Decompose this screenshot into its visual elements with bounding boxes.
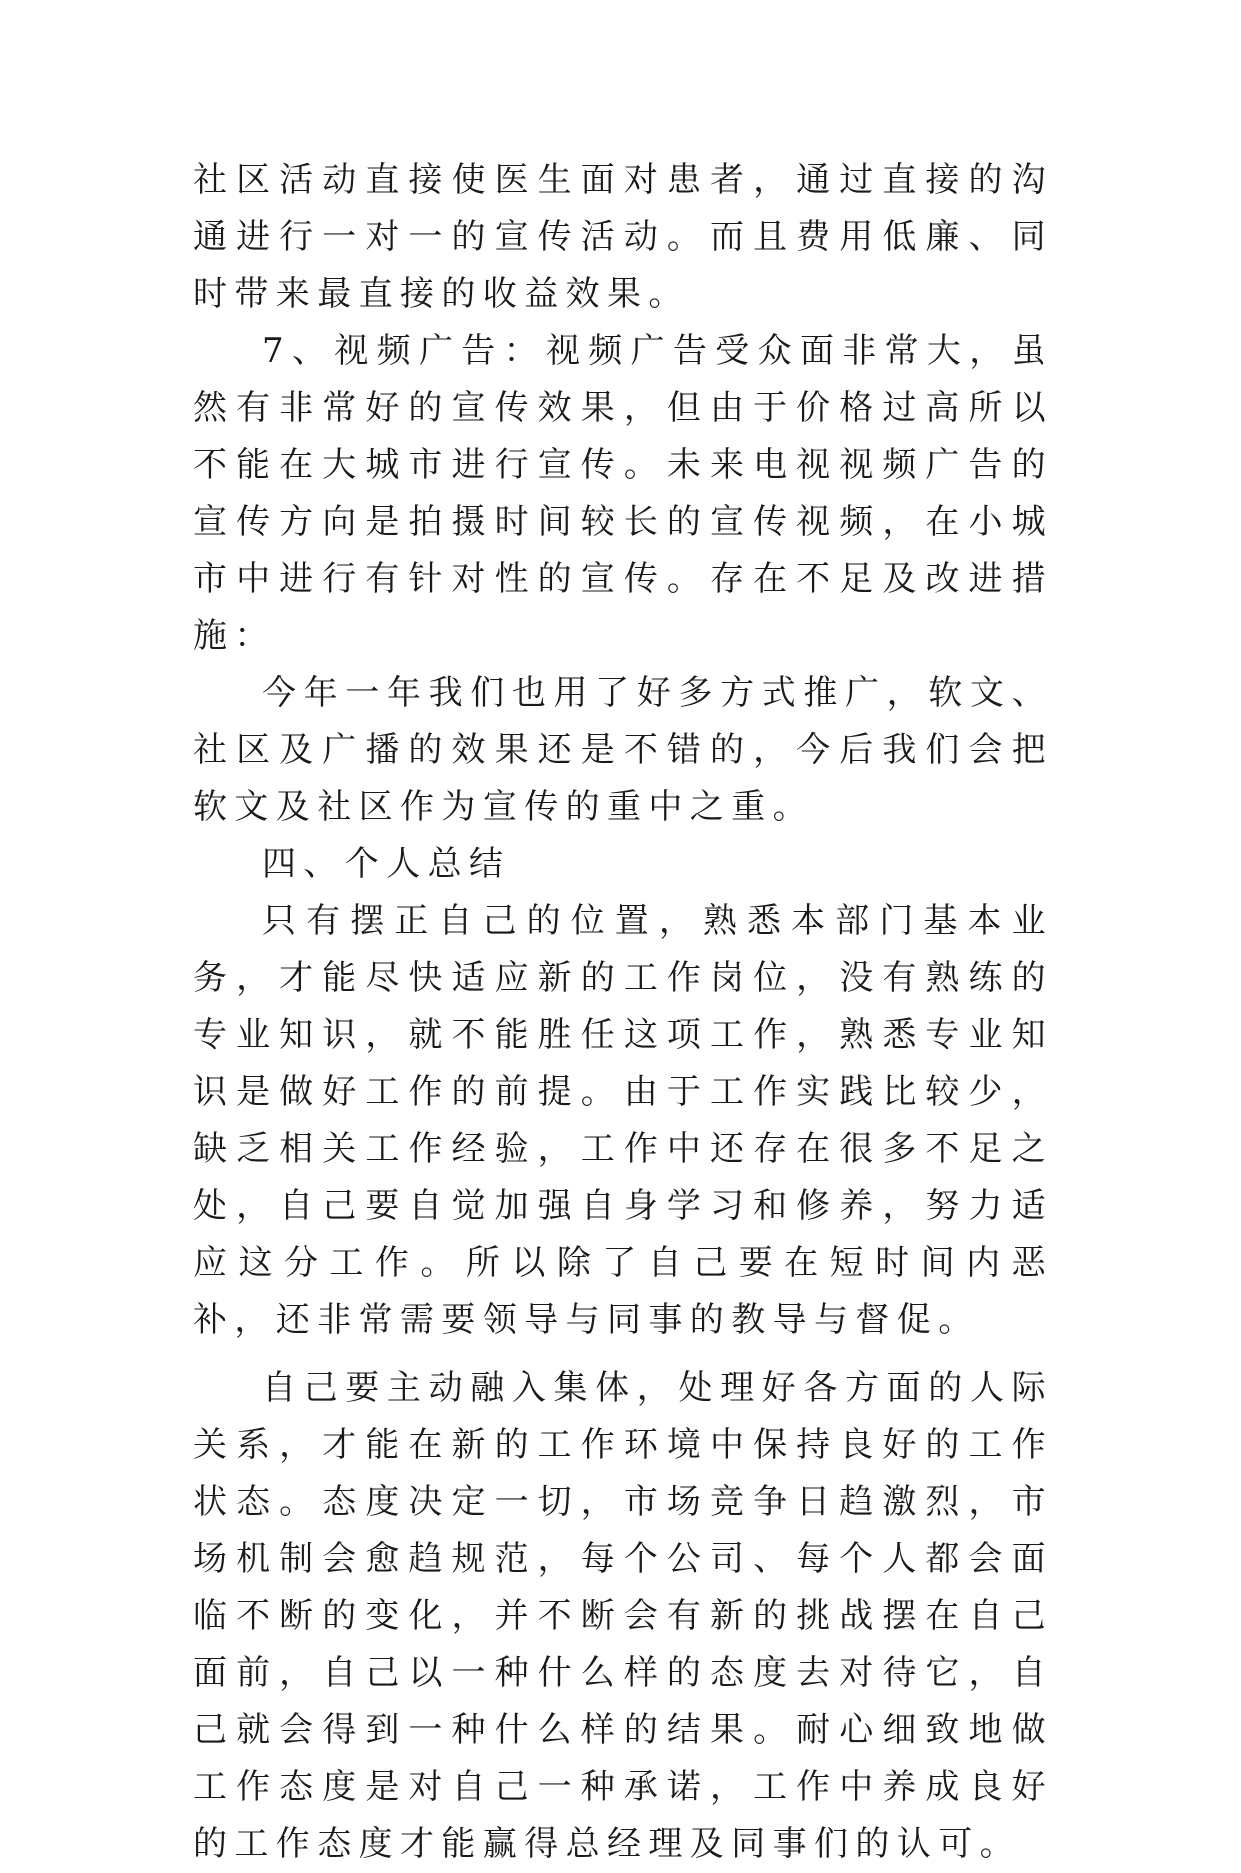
paragraph-community-activity: 社区活动直接使医生面对患者，通过直接的沟通进行一对一的宣传活动。而且费用低廉、同时带来最直接的收益效果。	[193, 160, 1053, 314]
paragraph-attitude: 自己要主动融入集体，处理好各方面的人际关系，才能在新的工作环境中保持良好的工作状态。态度决定一切，市场竞争日趋激烈，市场机制会愈趋规范，每个公司、每个人都会面临不断的变化，并不断会有新的挑战摆在自己面前，自己以一种什么样的态度去对待它，自己就会得到一种什么样的结果。耐心细致地做工作态度是对自己一种承诺，工作中养成良好的工作态度才能赢得总经理及同事们的认可。	[193, 1368, 1053, 1864]
document-body	[193, 152, 1053, 1873]
paragraph-video-ads: 7、视频广告：视频广告受众面非常大，虽然有非常好的宣传效果，但由于价格过高所以不能在大城市进行宣传。未来电视视频广告的宣传方向是拍摄时间较长的宣传视频，在小城市中进行有针对性的宣传。存在不足及改进措施：	[193, 331, 1053, 656]
section-heading-personal-summary: 四、个人总结	[262, 844, 511, 884]
paragraph-promotion-summary: 今年一年我们也用了好多方式推广，软文、社区及广播的效果还是不错的，今后我们会把软文及社区作为宣传的重中之重。	[193, 673, 1053, 827]
paragraph-position-and-learning: 只有摆正自己的位置，熟悉本部门基本业务，才能尽快适应新的工作岗位，没有熟练的专业知识，就不能胜任这项工作，熟悉专业知识是做好工作的前提。由于工作实践比较少，缺乏相关工作经验，工作中还存在很多不足之处，自己要自觉加强自身学习和修养，努力适应这分工作。所以除了自己要在短时间内恶补，还非常需要领导与同事的教导与督促。	[193, 901, 1053, 1340]
